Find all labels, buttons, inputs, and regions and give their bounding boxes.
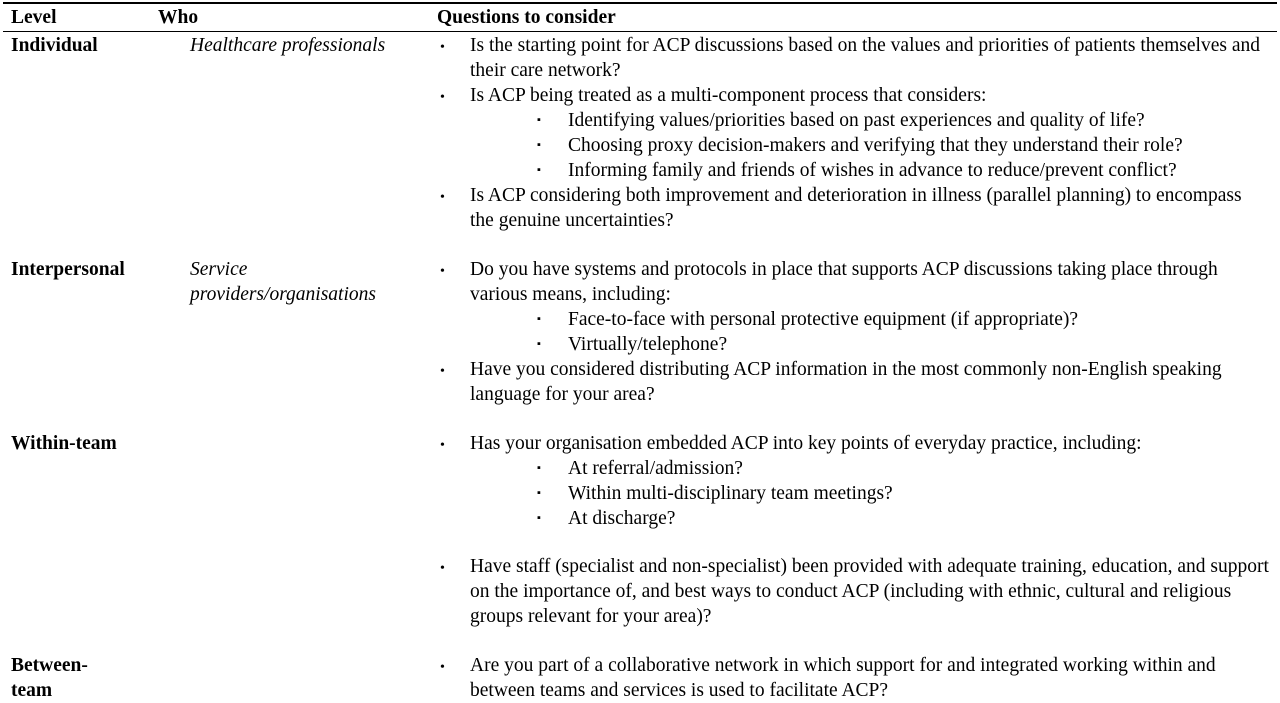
question-item: Are you part of a collaborative network in which support for and integrated working within and between teams and services is used to facilitate ACP? — [470, 655, 1216, 701]
square-bullet-icon: ▪ — [537, 512, 541, 524]
column-header-questions: Questions to consider — [437, 7, 616, 28]
bullet-icon: • — [440, 40, 445, 55]
square-bullet-icon: ▪ — [537, 164, 541, 176]
sub-question-item: At discharge? — [568, 508, 676, 529]
bullet-icon: • — [440, 90, 445, 105]
question-item: Has your organisation embedded ACP into key points of everyday practice, including: — [470, 433, 1142, 454]
bullet-icon: • — [440, 438, 445, 453]
question-item: Do you have systems and protocols in place that supports ACP discussions taking place through various means, including: — [470, 259, 1218, 305]
question-item: Have staff (specialist and non-specialist) been provided with adequate training, education, and support on the importance of, and best ways to conduct ACP (including with ethnic, cultural and religious groups relevant for your area)? — [470, 556, 1269, 627]
level-cell: Interpersonal — [11, 259, 125, 280]
square-bullet-icon: ▪ — [537, 487, 541, 499]
sub-question-item: Face-to-face with personal protective equipment (if appropriate)? — [568, 309, 1079, 330]
bullet-icon: • — [440, 264, 445, 279]
column-header-who: Who — [158, 7, 199, 28]
square-bullet-icon: ▪ — [537, 139, 541, 151]
bullet-icon: • — [440, 561, 445, 576]
who-cell: Service providers/organisations — [190, 259, 376, 305]
square-bullet-icon: ▪ — [537, 114, 541, 126]
sub-question-item: At referral/admission? — [568, 458, 743, 479]
sub-question-item: Choosing proxy decision-makers and verifying that they understand their role? — [568, 135, 1183, 156]
who-cell: Healthcare professionals — [190, 35, 386, 56]
header-bottom-rule — [3, 31, 1277, 32]
square-bullet-icon: ▪ — [537, 313, 541, 325]
question-item: Have you considered distributing ACP information in the most commonly non-English speaking language for your area? — [470, 359, 1222, 405]
table-top-rule — [3, 2, 1277, 4]
sub-question-item: Identifying values/priorities based on past experiences and quality of life? — [568, 110, 1145, 131]
level-cell: Individual — [11, 35, 98, 56]
level-cell: Between-team — [11, 655, 88, 701]
sub-question-item: Within multi-disciplinary team meetings? — [568, 483, 893, 504]
level-cell: Within-team — [11, 433, 117, 454]
column-header-level: Level — [11, 7, 57, 28]
question-item: Is ACP being treated as a multi-component process that considers: — [470, 85, 987, 106]
bullet-icon: • — [440, 660, 445, 675]
question-item: Is ACP considering both improvement and deterioration in illness (parallel planning) to encompass the genuine uncertainties? — [470, 185, 1242, 231]
sub-question-item: Virtually/telephone? — [568, 334, 728, 355]
sub-question-item: Informing family and friends of wishes in advance to reduce/prevent conflict? — [568, 160, 1177, 181]
square-bullet-icon: ▪ — [537, 462, 541, 474]
bullet-icon: • — [440, 190, 445, 205]
bullet-icon: • — [440, 364, 445, 379]
question-item: Is the starting point for ACP discussions based on the values and priorities of patients themselves and their care network? — [470, 35, 1260, 81]
square-bullet-icon: ▪ — [537, 338, 541, 350]
